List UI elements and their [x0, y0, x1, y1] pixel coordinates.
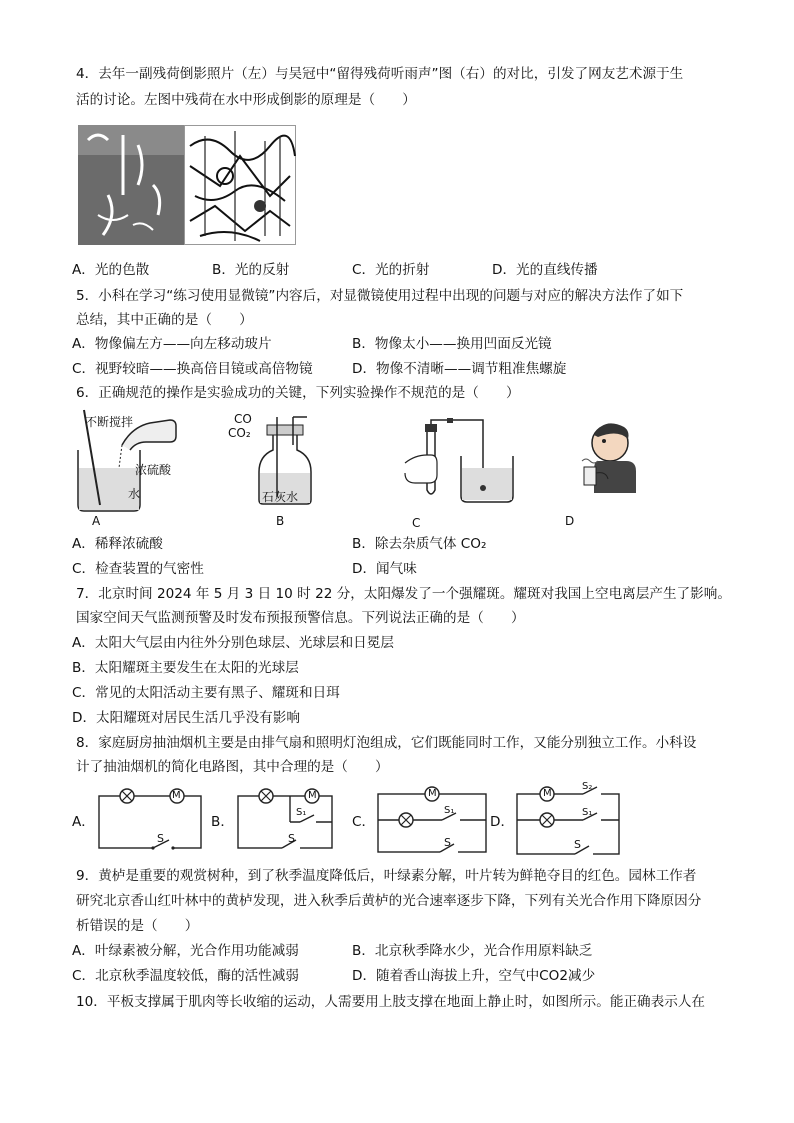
q7-stem-line1: 7．北京时间 2024 年 5 月 3 日 10 时 22 分，太阳爆发了一个强耀斑。耀斑对我国上空电离层产生了影响。	[76, 586, 731, 602]
motor-label-d: M	[543, 788, 552, 799]
q4-option-c[interactable]: C．光的折射	[352, 262, 430, 278]
q9-option-a[interactable]: A．叶绿素被分解，光合作用功能减弱	[72, 943, 299, 959]
q8-stem-line2: 计了抽油烟机的简化电路图，其中合理的是（ ）	[76, 759, 389, 775]
q5-stem-line2: 总结，其中正确的是（ ）	[76, 312, 253, 328]
label-gas-co2: CO₂	[228, 426, 251, 440]
circuit-a-label[interactable]: A．	[72, 814, 95, 830]
q9-stem-line2: 研究北京香山红叶林中的黄栌发现，进入秋季后黄栌的光合速率逐步下降，下列有关光合作用下降原因分	[76, 893, 702, 909]
q5-option-b[interactable]: B．物像太小——换用凹面反光镜	[352, 336, 552, 352]
q10-stem-line1: 10．平板支撑属于肌肉等长收缩的运动，人需要用上肢支撑在地面上静止时，如图所示。能正确表示人在	[76, 994, 706, 1010]
q6-stem-line1: 6．正确规范的操作是实验成功的关键，下列实验操作不规范的是（ ）	[76, 385, 520, 401]
q4-option-b[interactable]: B．光的反射	[212, 262, 290, 278]
figure-a-letter: A	[92, 514, 101, 528]
circuit-b-label[interactable]: B．	[211, 814, 234, 830]
q6-option-a[interactable]: A．稀释浓硫酸	[72, 536, 163, 552]
q5-option-d[interactable]: D．物像不清晰——调节粗准焦螺旋	[352, 361, 567, 377]
q7-option-d[interactable]: D．太阳耀斑对居民生活几乎没有影响	[72, 710, 300, 726]
label-stir: 不断搅拌	[85, 415, 134, 429]
figure-b-letter: B	[276, 514, 285, 528]
switch-s1-label-c: S₁	[444, 805, 455, 816]
motor-label-b: M	[308, 790, 317, 801]
motor-label-a: M	[172, 790, 181, 801]
lotus-reflection-photo	[78, 125, 184, 245]
q5-stem-line1: 5．小科在学习“练习使用显微镜”内容后，对显微镜使用过程中出现的问题与对应的解决方法作了如下	[76, 288, 684, 304]
switch-s1-label-b: S₁	[296, 807, 307, 818]
q6-option-b[interactable]: B．除去杂质气体 CO₂	[352, 536, 487, 552]
switch-label-b: S	[288, 832, 295, 845]
label-limewater: 石灰水	[262, 490, 299, 504]
figure-d-letter: D	[565, 514, 575, 528]
q4-stem-line2: 活的讨论。左图中残荷在水中形成倒影的原理是（ ）	[76, 92, 416, 108]
q4-option-a[interactable]: A．光的色散	[72, 262, 150, 278]
q7-option-c[interactable]: C．常见的太阳活动主要有黑子、耀斑和日珥	[72, 685, 340, 701]
q9-option-b[interactable]: B．北京秋季降水少，光合作用原料缺乏	[352, 943, 593, 959]
switch-s1-label-d: S₁	[582, 807, 593, 818]
switch-label-d: S	[574, 838, 581, 851]
q7-stem-line2: 国家空间天气监测预警及时发布预报预警信息。下列说法正确的是（ ）	[76, 610, 525, 626]
figure-c-letter: C	[412, 516, 421, 530]
switch-label-c: S	[444, 836, 451, 849]
label-water: 水	[128, 487, 141, 501]
q6-option-d[interactable]: D．闻气味	[352, 561, 417, 577]
q7-option-b[interactable]: B．太阳耀斑主要发生在太阳的光球层	[72, 660, 299, 676]
motor-label-c: M	[428, 788, 437, 799]
q7-option-a[interactable]: A．太阳大气层由内往外分别色球层、光球层和日冕层	[72, 635, 394, 651]
circuit-d-label[interactable]: D．	[490, 814, 515, 830]
circuit-c-label[interactable]: C．	[352, 814, 376, 830]
label-conc-acid: 浓硫酸	[135, 463, 172, 477]
q9-stem-line3: 析错误的是（ ）	[76, 918, 199, 934]
q9-stem-line1: 9．黄栌是重要的观赏树种，到了秋季温度降低后，叶绿素分解，叶片转为鲜艳夺目的红色。园林工作者	[76, 868, 697, 884]
q5-option-c[interactable]: C．视野较暗——换高倍目镜或高倍物镜	[72, 361, 313, 377]
q4-option-d[interactable]: D．光的直线传播	[492, 262, 598, 278]
q6-option-c[interactable]: C．检查装置的气密性	[72, 561, 204, 577]
q9-option-c[interactable]: C．北京秋季温度较低，酶的活性减弱	[72, 968, 299, 984]
switch-label-a: S	[157, 832, 164, 845]
q5-option-a[interactable]: A．物像偏左方——向左移动玻片	[72, 336, 272, 352]
switch-s2-label-d: S₂	[582, 781, 593, 792]
wu-guanzhong-painting	[184, 125, 296, 245]
q8-stem-line1: 8．家庭厨房抽油烟机主要是由排气扇和照明灯泡组成，它们既能同时工作，又能分别独立工作。小科设	[76, 735, 697, 751]
q4-stem-line1: 4．去年一副残荷倒影照片（左）与吴冠中“留得残荷听雨声”图（右）的对比，引发了网友艺术源于生	[76, 66, 684, 82]
label-gas-co: CO	[234, 412, 252, 426]
q9-option-d[interactable]: D．随着香山海拔上升，空气中CO2减少	[352, 968, 596, 984]
